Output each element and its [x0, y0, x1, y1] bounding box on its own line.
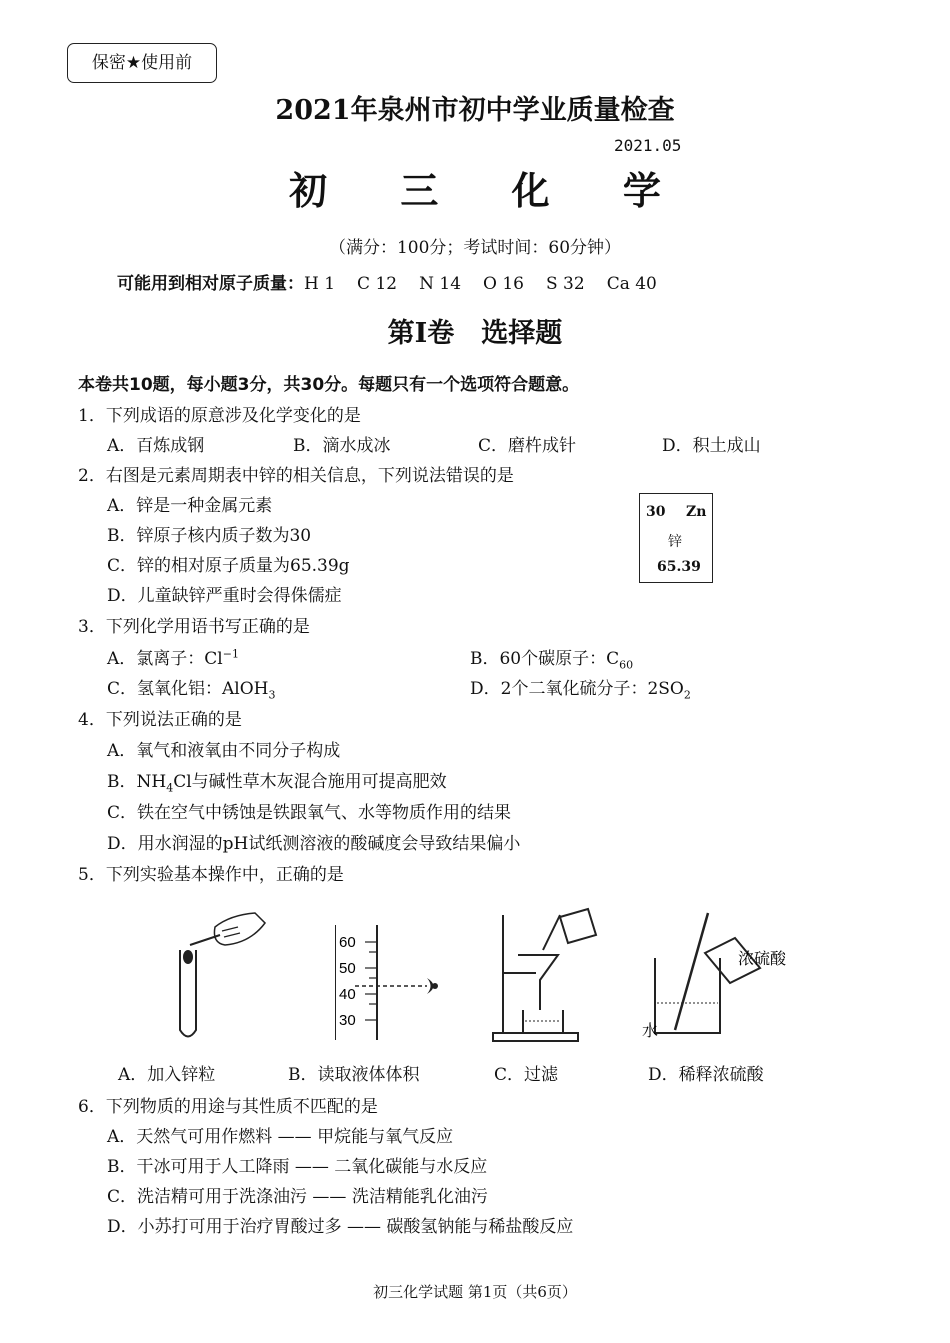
question-2-option-b: B．锌原子核内质子数为30: [107, 526, 312, 546]
atomic-mass-ca: Ca 40: [606, 274, 657, 294]
mark-60: 60: [339, 934, 356, 951]
atomic-mass-h: H 1: [304, 274, 336, 294]
mark-40: 40: [339, 986, 356, 1003]
figure-add-zinc: [170, 905, 270, 1045]
question-1-stem: 1．下列成语的原意涉及化学变化的是: [78, 406, 361, 426]
mark-50: 50: [339, 960, 356, 977]
question-3-option-a: [107, 644, 239, 669]
question-2-option-c: C．锌的相对原子质量为65.39g: [107, 556, 350, 576]
subscript: 2: [683, 688, 691, 702]
atomic-mass-c: C 12: [357, 274, 398, 294]
question-6-option-d: D．小苏打可用于治疗胃酸过多 —— 碳酸氢钠能与稀盐酸反应: [107, 1217, 574, 1237]
confidential-label: 保密★使用前: [67, 43, 217, 83]
acid-label: 浓硫酸: [738, 949, 787, 968]
question-4-option-b: [107, 767, 447, 794]
zinc-mass: 65.39: [657, 559, 701, 575]
question-6-stem: 6．下列物质的用途与其性质不匹配的是: [78, 1097, 378, 1117]
glass-rod: [543, 915, 560, 950]
question-6-option-a: A．天然气可用作燃料 —— 甲烷能与氧气反应: [107, 1127, 454, 1147]
hand-fingers: [222, 927, 240, 937]
zinc-granule: [183, 950, 193, 964]
subject-title: 初 三 化 学: [289, 168, 691, 213]
question-3-option-c: [107, 674, 275, 701]
question-3-option-b: [470, 644, 633, 671]
question-6-option-c: C．洗洁精可用于洗涤油污 —— 洗洁精能乳化油污: [107, 1187, 488, 1207]
question-1-option-c: C．磨杵成针: [478, 436, 577, 456]
atomic-masses-label: 可能用到相对原子质量：: [117, 274, 304, 294]
question-5-option-b: B．读取液体体积: [288, 1065, 420, 1085]
eye-pupil: [432, 983, 438, 989]
large-beaker: [655, 958, 720, 1033]
subscript: 60: [619, 658, 634, 672]
question-3-option-d: [470, 674, 691, 701]
question-5-stem: 5．下列实验基本操作中，正确的是: [78, 865, 344, 885]
question-4-option-d: D．用水润湿的pH试纸测溶液的酸碱度会导致结果偏小: [107, 834, 521, 854]
pouring-beaker: [560, 909, 596, 943]
option-text: A．氯离子：Cl: [107, 649, 223, 669]
question-4-option-a: A．氧气和液氧由不同分子构成: [107, 741, 341, 761]
atomic-mass-n: N 14: [419, 274, 462, 294]
question-2-option-a: A．锌是一种金属元素: [107, 496, 273, 516]
figure-read-cylinder: [335, 920, 455, 1045]
subscript: 3: [268, 688, 276, 702]
question-6-option-b: B．干冰可用于人工降雨 —— 二氧化碳能与水反应: [107, 1157, 488, 1177]
option-text: D．2个二氧化硫分子：2SO: [470, 679, 684, 699]
page-footer: 初三化学试题 第1页（共6页）: [373, 1283, 577, 1301]
zinc-element-card: [639, 493, 713, 583]
option-text: C．氢氧化铝：AlOH: [107, 679, 269, 699]
figure-filtration: [488, 905, 608, 1045]
question-5-option-a: A．加入锌粒: [118, 1065, 216, 1085]
exam-date: 2021.05: [614, 136, 682, 155]
question-1-option-d: D．积土成山: [662, 436, 761, 456]
hand-outline: [214, 913, 265, 945]
atomic-masses: [117, 269, 657, 294]
option-text: B．60个碳原子：C: [470, 649, 620, 669]
zinc-name: 锌: [668, 534, 682, 550]
question-2-stem: 2．右图是元素周期表中锌的相关信息，下列说法错误的是: [78, 466, 514, 486]
question-1-option-b: B．滴水成冰: [293, 436, 391, 456]
question-2-option-d: D．儿童缺锌严重时会得侏儒症: [107, 586, 342, 606]
exam-title: 2021年泉州市初中学业质量检查: [275, 95, 675, 126]
subscript: 4: [166, 781, 174, 795]
question-5-option-d: D．稀释浓硫酸: [648, 1065, 764, 1085]
question-3-stem: 3．下列化学用语书写正确的是: [78, 617, 310, 637]
question-4-option-c: C．铁在空气中锈蚀是铁跟氧气、水等物质作用的结果: [107, 803, 512, 823]
section-instructions: 本卷共10题，每小题3分，共30分。每题只有一个选项符合题意。: [78, 375, 580, 395]
charge-superscript: −1: [222, 647, 239, 661]
atomic-mass-o: O 16: [483, 274, 524, 294]
section-title: 第Ⅰ卷 选择题: [387, 318, 563, 349]
mark-30: 30: [339, 1012, 356, 1029]
question-5-option-c: C．过滤: [494, 1065, 559, 1085]
atomic-mass-s: S 32: [546, 274, 585, 294]
zinc-symbol: Zn: [686, 504, 707, 520]
figure-dilute-acid: [640, 908, 800, 1043]
zinc-atomic-number: 30: [646, 504, 666, 520]
funnel: [518, 955, 558, 1010]
exam-info: （满分：100分；考试时间：60分钟）: [328, 238, 622, 258]
option-text: Cl与碱性草木灰混合施用可提高肥效: [173, 772, 447, 792]
stirring-rod: [675, 913, 708, 1030]
stand-base: [493, 1033, 578, 1041]
question-4-stem: 4．下列说法正确的是: [78, 710, 242, 730]
question-1-option-a: A．百炼成钢: [107, 436, 205, 456]
water-label: 水: [642, 1021, 659, 1040]
option-text: B．NH: [107, 772, 167, 792]
